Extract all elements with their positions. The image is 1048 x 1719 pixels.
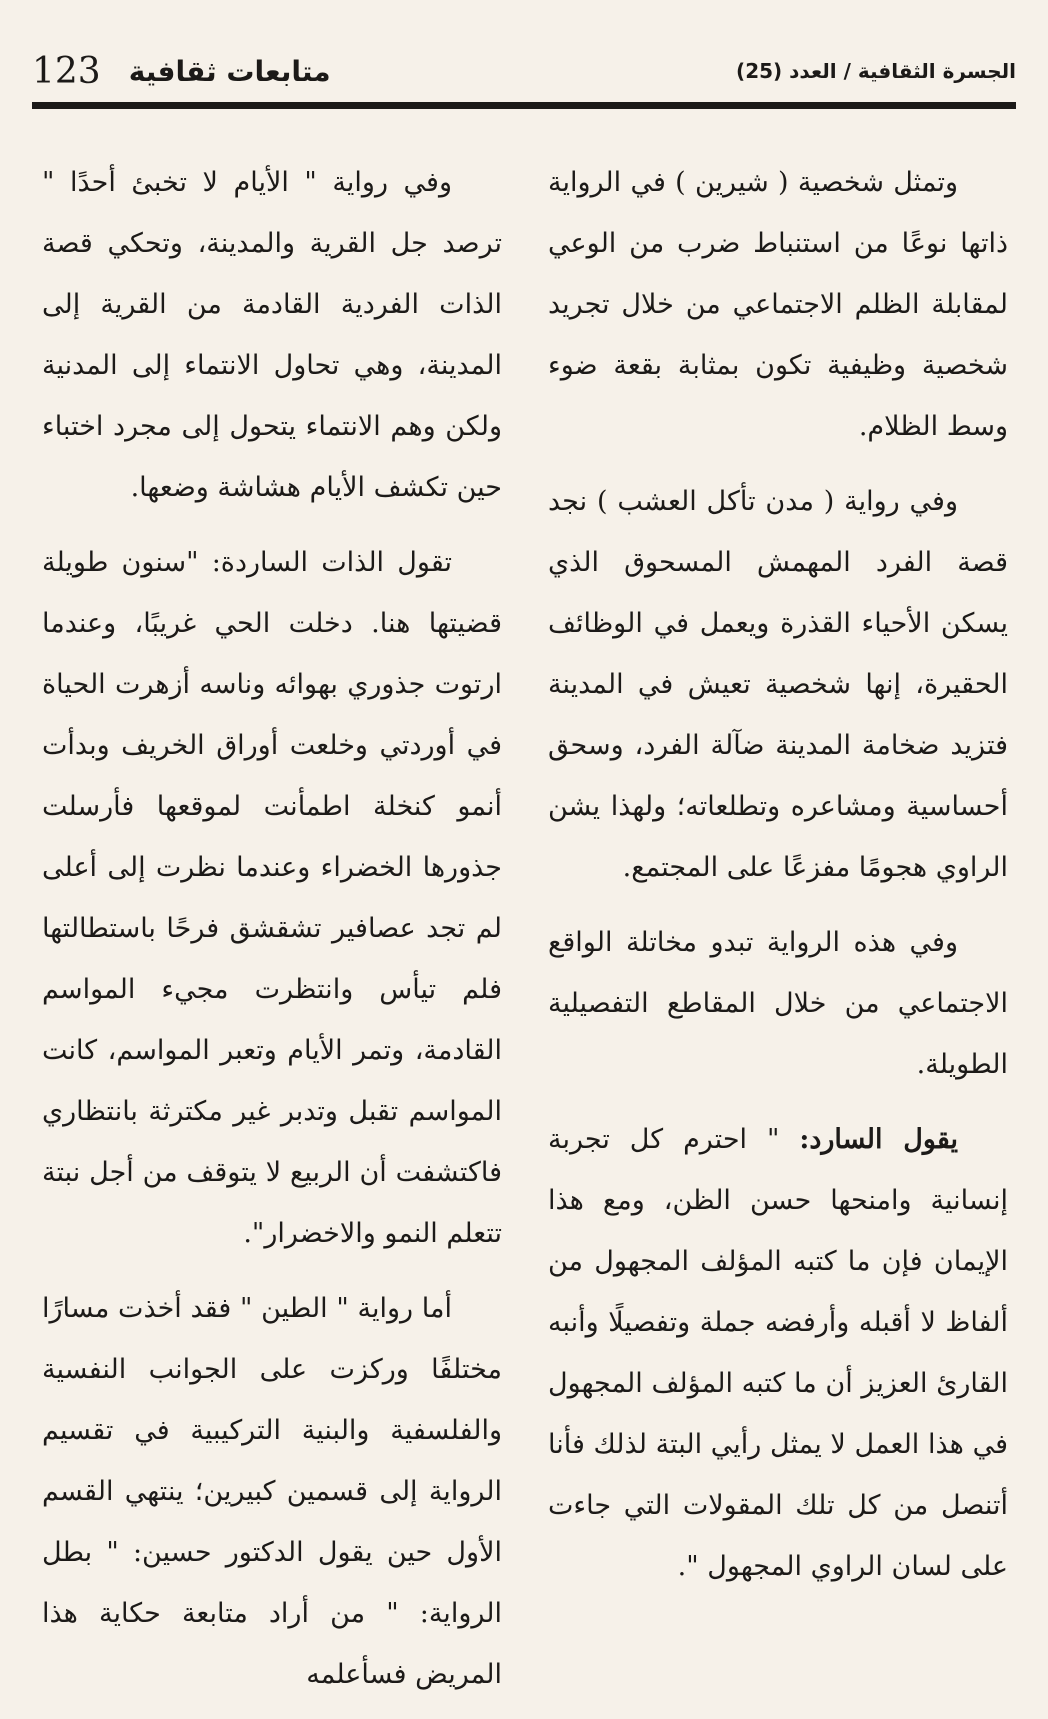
paragraph-lead: يقول السارد: <box>799 1124 958 1155</box>
paragraph <box>42 1278 502 1705</box>
paragraph-text: أما رواية " الطين " فقد أخذت مسارًا مختلفًا وركزت على الجوانب النفسية والفلسفية والبنية التركيبية في تقسيم الرواية إلى قسمين كبيرين؛ ينتهي القسم الأول حين يقول الدكتور حسين: " بطل الرواية: " من أراد متابعة حكاية هذا المريض فسأعلمه <box>42 1293 502 1690</box>
paragraph <box>548 1109 1008 1597</box>
paragraph <box>42 532 502 1264</box>
paragraph-text: وفي رواية " الأيام لا تخبئ أحدًا " ترصد جل القرية والمدينة، وتحكي قصة الذات الفردية القادمة من القرية إلى المدينة، وهي تحاول الانتماء إلى المدنية ولكن وهم الانتماء يتحول إلى مجرد اختباء حين تكشف الأيام هشاشة وضعها. <box>42 167 502 503</box>
paragraph <box>42 152 502 518</box>
paragraph-text: وتمثل شخصية ( شيرين ) في الرواية ذاتها نوعًا من استنباط ضرب من الوعي لمقابلة الظلم الاجتماعي من خلال تجريد شخصية وظيفية تكون بمثابة بقعة ضوء وسط الظلام. <box>548 167 1008 442</box>
paragraph <box>548 471 1008 898</box>
paragraph <box>548 912 1008 1095</box>
paragraph-text: " احترم كل تجربة إنسانية وامنحها حسن الظن، ومع هذا الإيمان فإن ما كتبه المؤلف المجهول من ألفاظ لا أقبله وأرفضه جملة وتفصيلًا وأنبه القارئ العزيز أن ما كتبه المؤلف المجهول في هذا العمل لا يمثل رأيي البتة لذلك فأنا أتنصل من كل تلك المقولات التي جاءت على لسان الراوي المجهول ". <box>548 1124 1008 1582</box>
paragraph-text: وفي رواية ( مدن تأكل العشب ) نجد قصة الفرد المهمش المسحوق الذي يسكن الأحياء القذرة ويعمل في الوظائف الحقيرة، إنها شخصية تعيش في المدينة فتزيد ضخامة المدينة ضآلة الفرد، وسحق أحساسية ومشاعره وتطلعاته؛ ولهذا يشن الراوي هجومًا مفزعًا على المجتمع. <box>548 486 1008 883</box>
paragraph-text: تقول الذات الساردة: "سنون طويلة قضيتها هنا. دخلت الحي غريبًا، وعندما ارتوت جذوري بهوائه وناسه أزهرت الحياة في أوردتي وخلعت أوراق الخريف وبدأت أنمو كنخلة اطمأنت لموقعها فأرسلت جذورها الخضراء وعندما نظرت إلى أعلى لم تجد عصافير تشقشق فرحًا باستطالتها فلم تيأس وانتظرت مجيء المواسم القادمة، وتمر الأيام وتعبر المواسم، كانت المواسم تقبل وتدبر غير مكترثة بانتظاري فاكتشفت أن الربيع لا يتوقف من أجل نبتة تتعلم النمو والاخضرار". <box>42 547 502 1249</box>
header-rule <box>32 102 1016 109</box>
section-title: متابعات ثقافية <box>128 54 331 88</box>
page-header <box>32 46 1016 96</box>
left-column <box>42 152 502 1719</box>
paragraph-text: وفي هذه الرواية تبدو مخاتلة الواقع الاجتماعي من خلال المقاطع التفصيلية الطويلة. <box>548 927 1008 1080</box>
page-number: 123 <box>32 50 101 92</box>
header-left <box>32 51 331 92</box>
paragraph <box>548 152 1008 457</box>
journal-issue: الجسرة الثقافية / العدد (25) <box>736 59 1016 83</box>
right-column <box>548 152 1008 1611</box>
